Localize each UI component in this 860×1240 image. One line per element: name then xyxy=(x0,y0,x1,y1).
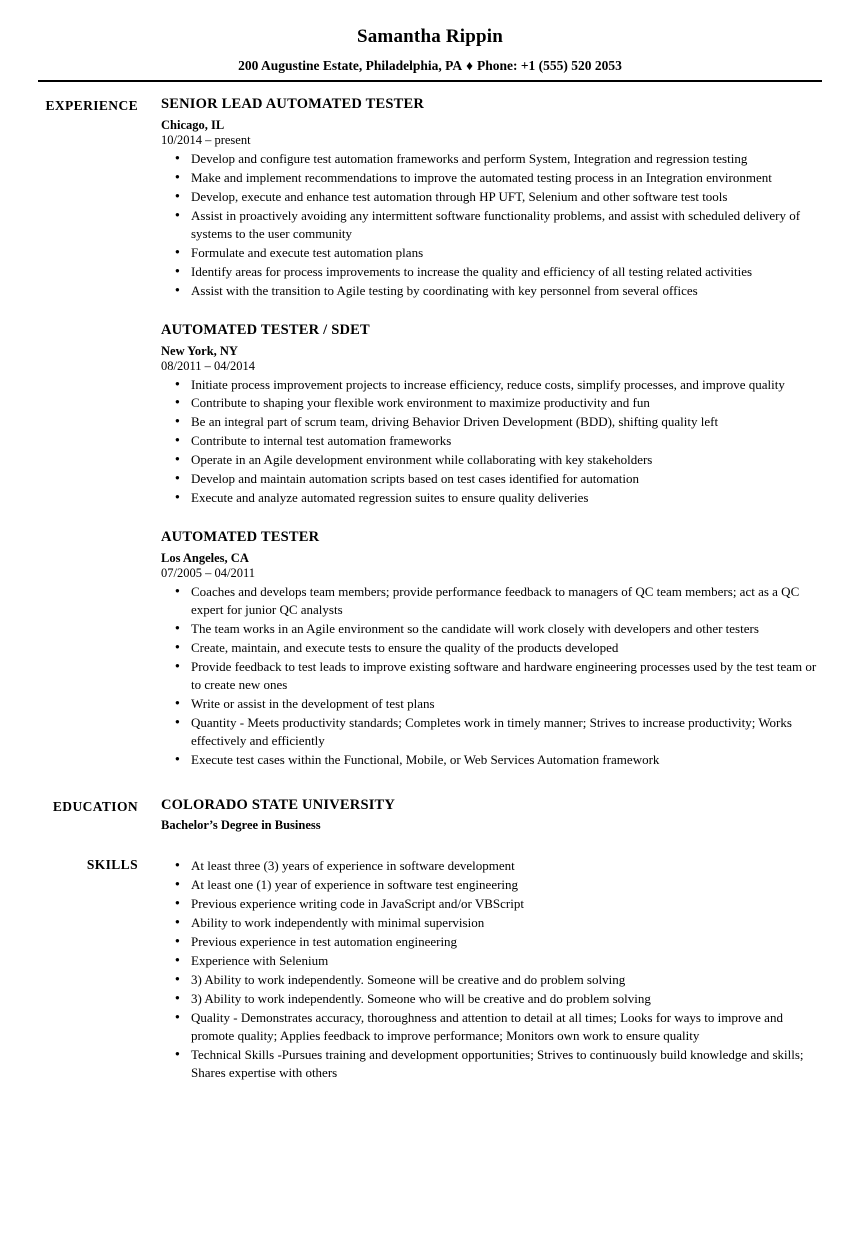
job-dates: 08/2011 – 04/2014 xyxy=(161,358,255,373)
list-item: ● Previous experience in test automation engineering xyxy=(191,933,824,951)
contact-separator-icon: ♦ xyxy=(466,58,473,73)
list-item: ● Ability to work independently with minimal supervision xyxy=(191,914,824,932)
job-title: AUTOMATED TESTER xyxy=(161,529,320,546)
list-item: ● 3) Ability to work independently. Someone will be creative and do problem solving xyxy=(191,971,824,989)
list-item: ● Be an integral part of scrum team, driving Behavior Driven Development (BDD), shifting quality left xyxy=(191,413,824,431)
list-item: ● 3) Ability to work independently. Someone who will be creative and do problem solving xyxy=(191,990,824,1008)
job-title: SENIOR LEAD AUTOMATED TESTER xyxy=(161,96,425,112)
education-degree: Bachelor’s Degree in Business xyxy=(161,818,321,833)
list-item: ● Execute and analyze automated regression suites to ensure quality deliveries xyxy=(191,489,824,507)
list-item: ● Develop and maintain automation scripts based on test cases identified for automation xyxy=(191,470,824,488)
job-title: AUTOMATED TESTER / SDET xyxy=(161,321,370,338)
list-item: ● Technical Skills -Pursues training and development opportunities; Strives to continuously build knowledge and skills; Shares expertise with others xyxy=(191,1046,824,1082)
experience-section xyxy=(36,96,824,769)
job-bullets xyxy=(161,150,824,300)
job-dates: 10/2014 – present xyxy=(161,133,251,147)
list-item: ● Contribute to shaping your flexible work environment to maximize productivity and fun xyxy=(191,394,824,412)
job-bullets xyxy=(161,376,824,508)
list-item: ● Assist with the transition to Agile testing by coordinating with key personnel from several offices xyxy=(191,282,824,300)
list-item: ● Formulate and execute test automation plans xyxy=(191,244,824,262)
candidate-name: Samantha Rippin xyxy=(356,26,504,47)
list-item: ● Initiate process improvement projects to increase efficiency, reduce costs, simplify processes, and improve quality xyxy=(191,376,824,394)
contact-address: 200 Augustine Estate, Philadelphia, PA xyxy=(238,58,463,73)
list-item: ● Experience with Selenium xyxy=(191,952,824,970)
list-item: ● Provide feedback to test leads to improve existing software and hardware engineering processes used by the test team or to create new ones xyxy=(191,658,824,694)
list-item: ● Execute test cases within the Functional, Mobile, or Web Services Automation framework xyxy=(191,751,824,769)
list-item: ● Contribute to internal test automation frameworks xyxy=(191,432,824,450)
job-bullets xyxy=(161,583,824,768)
job-location: Los Angeles, CA xyxy=(161,551,249,566)
education-school: COLORADO STATE UNIVERSITY xyxy=(161,797,396,814)
experience-body xyxy=(156,96,824,769)
experience-item xyxy=(161,322,824,508)
list-item: ● Identify areas for process improvements to increase the quality and efficiency of all testing related activities xyxy=(191,263,824,281)
section-label-education: EDUCATION xyxy=(52,799,138,815)
job-location: New York, NY xyxy=(161,343,238,358)
job-location: Chicago, IL xyxy=(161,118,225,132)
education-section xyxy=(36,797,824,833)
list-item: ● Make and implement recommendations to improve the automated testing process in an Integration environment xyxy=(191,169,824,187)
list-item: ● Assist in proactively avoiding any intermittent software functionality problems, and assist with scheduled delivery of systems to the user community xyxy=(191,207,824,243)
list-item: ● Quantity - Meets productivity standards; Completes work in timely manner; Strives to increase productivity; Works effectively and efficiently xyxy=(191,714,824,750)
list-item: ● Operate in an Agile development environment while collaborating with key stakeholders xyxy=(191,451,824,469)
list-item: ● The team works in an Agile environment so the candidate will work closely with developers and other testers xyxy=(191,620,824,638)
section-label-skills: SKILLS xyxy=(86,857,138,873)
job-dates: 07/2005 – 04/2011 xyxy=(161,566,255,581)
list-item: ● At least three (3) years of experience in software development xyxy=(191,857,824,875)
list-item: ● At least one (1) year of experience in software test engineering xyxy=(191,876,824,894)
list-item: ● Write or assist in the development of test plans xyxy=(191,695,824,713)
list-item: ● Coaches and develops team members; provide performance feedback to managers of QC team members; act as a QC expert for junior QC analysts xyxy=(191,583,824,619)
list-item: ● Create, maintain, and execute tests to ensure the quality of the products developed xyxy=(191,639,824,657)
skills-bullets xyxy=(161,857,824,1081)
list-item: ● Quality - Demonstrates accuracy, thoroughness and attention to detail at all times; Looks for ways to improve and promote quality; Applies feedback to improve performance; Monitors own work to ensure quality xyxy=(191,1009,824,1045)
skills-section xyxy=(36,855,824,1082)
experience-item xyxy=(161,529,824,768)
contact-line xyxy=(36,58,824,74)
section-label-experience: EXPERIENCE xyxy=(45,98,138,113)
list-item: ● Previous experience writing code in JavaScript and/or VBScript xyxy=(191,895,824,913)
education-body xyxy=(156,797,824,833)
list-item: ● Develop, execute and enhance test automation through HP UFT, Selenium and other software test tools xyxy=(191,188,824,206)
header-divider xyxy=(38,80,822,82)
skills-body xyxy=(156,855,824,1082)
contact-phone: Phone: +1 (555) 520 2053 xyxy=(476,58,622,73)
experience-item xyxy=(161,96,824,300)
list-item: ● Develop and configure test automation frameworks and perform System, Integration and regression testing xyxy=(191,150,824,168)
